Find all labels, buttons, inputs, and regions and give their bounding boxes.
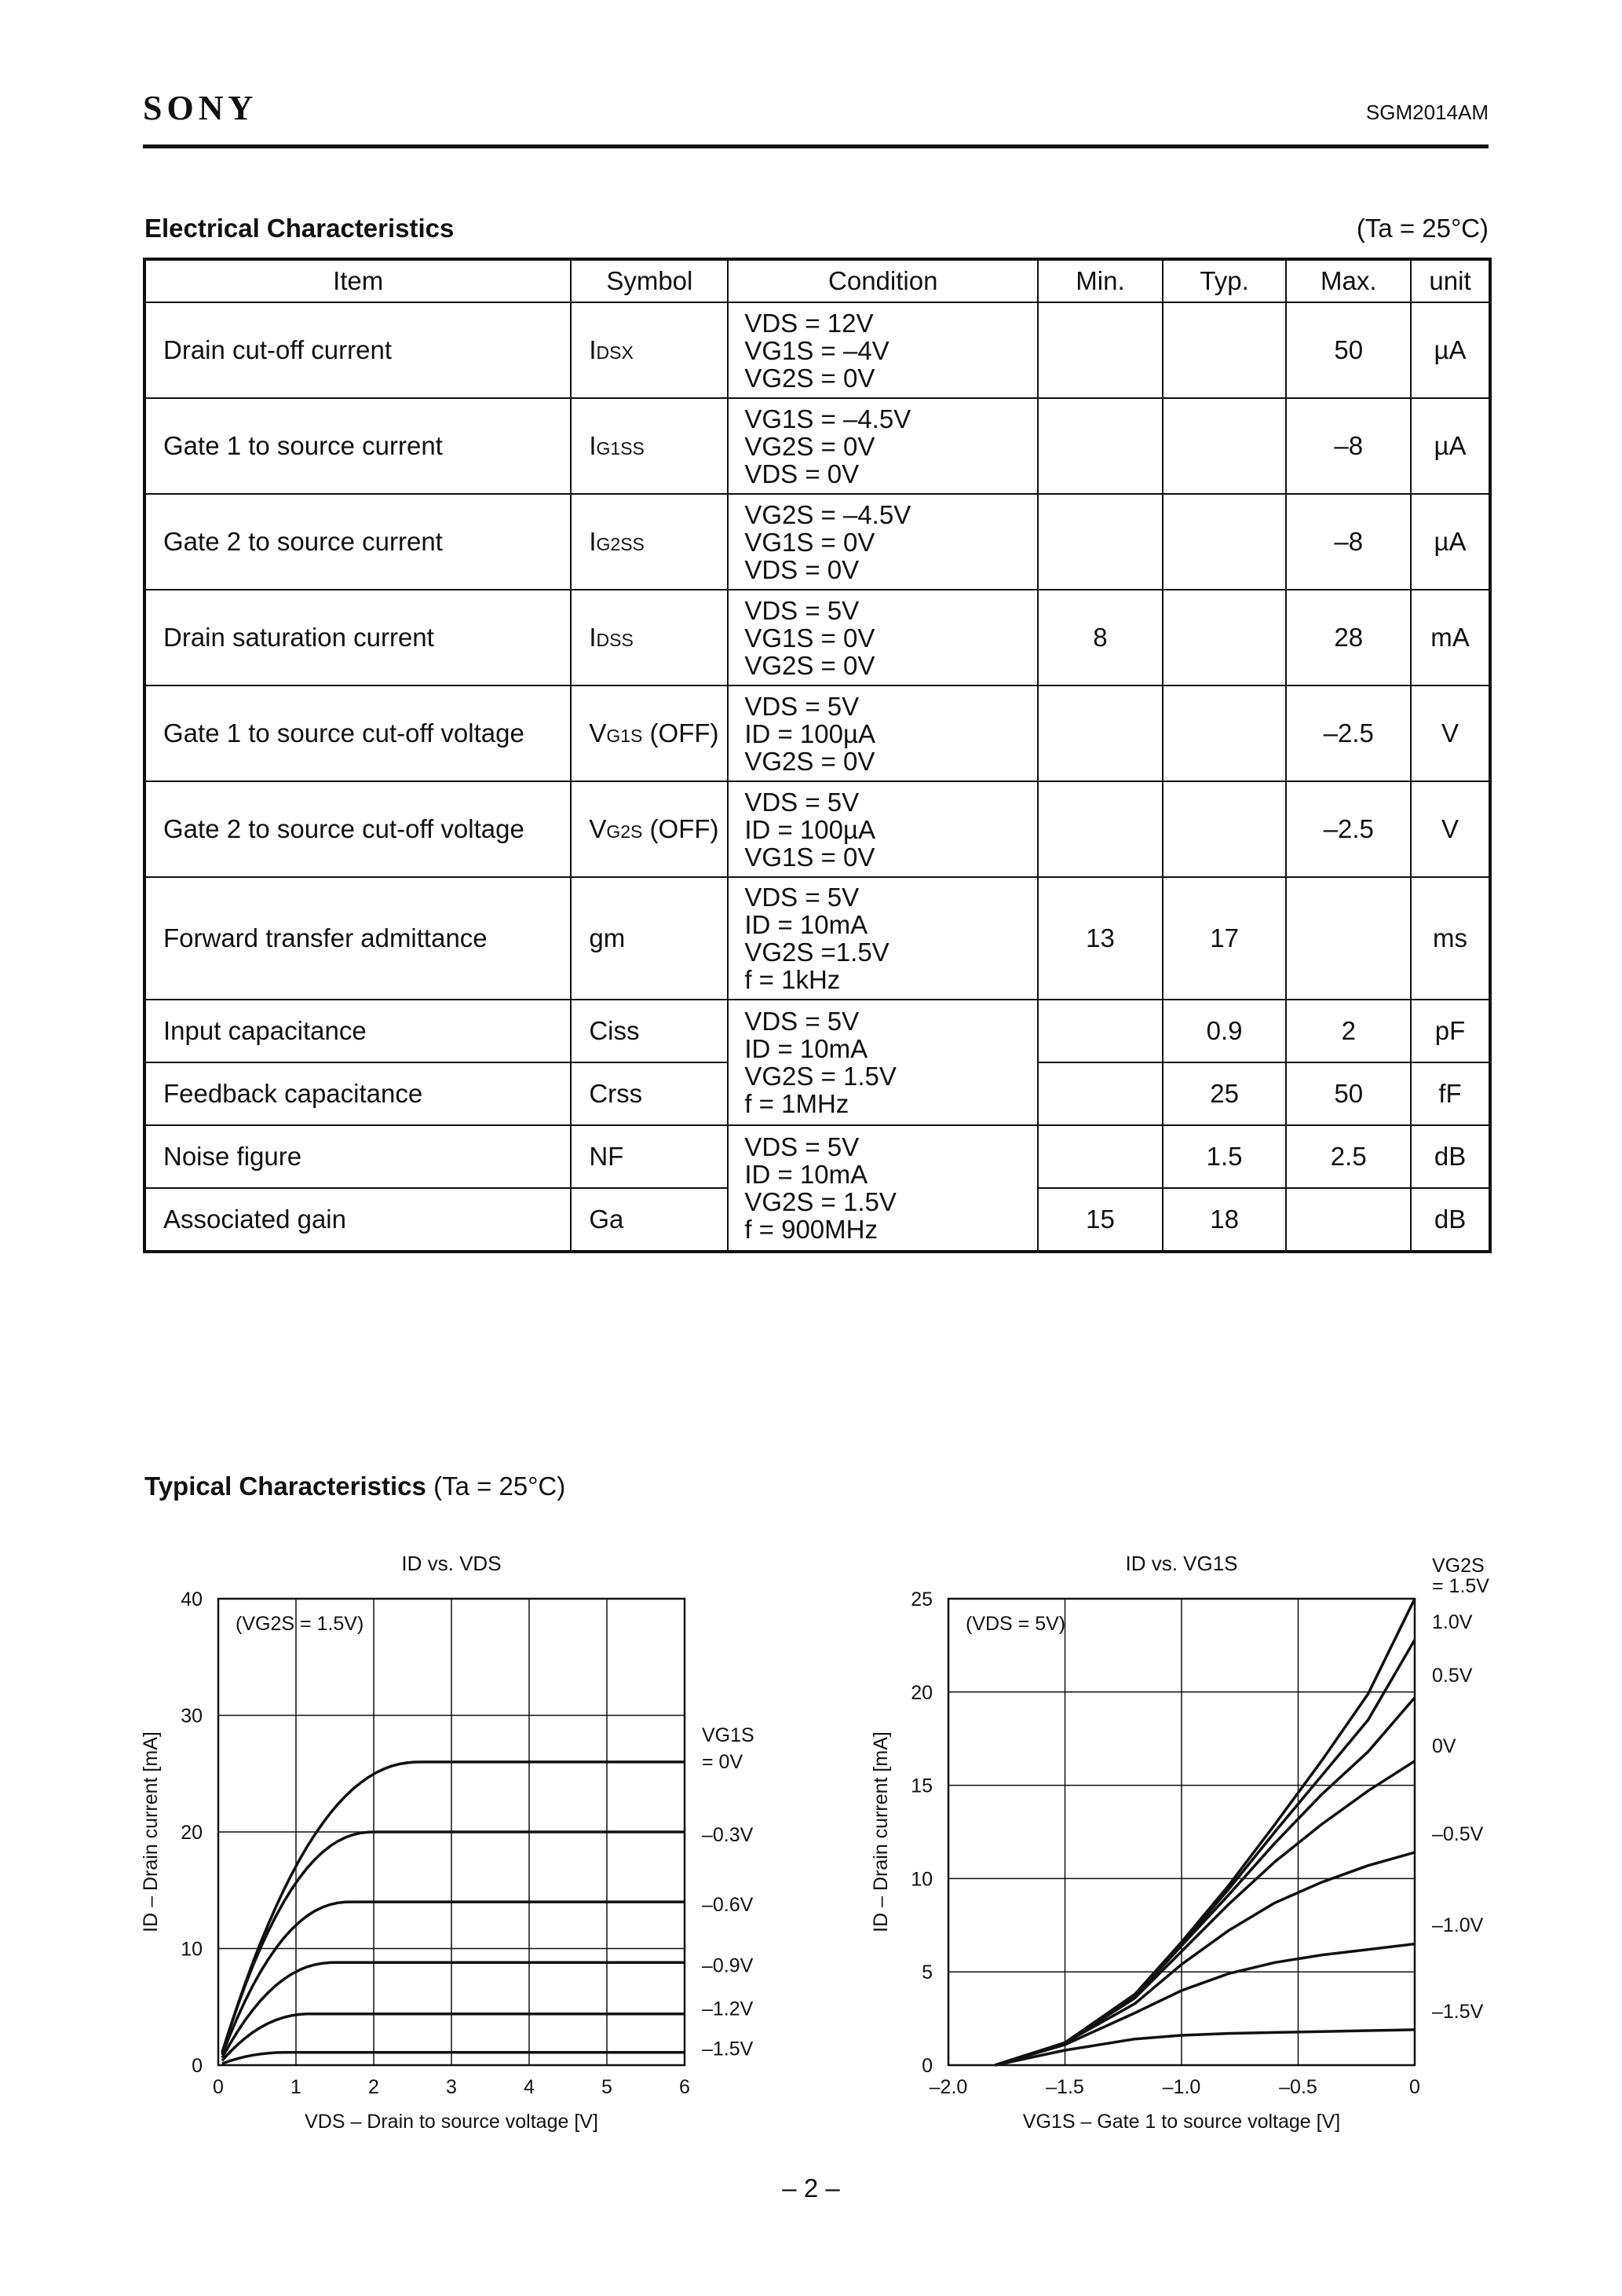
cell-min [1038, 1062, 1163, 1125]
cell-max: 2.5 [1286, 1125, 1411, 1188]
table-header-row [144, 259, 1490, 302]
header-rule [143, 144, 1489, 148]
x-axis-label: VG1S – Gate 1 to source voltage [V] [1022, 2111, 1341, 2133]
cell-condition: VDS = 5V VG1S = 0V VG2S = 0V [728, 590, 1038, 686]
y-tick-label: 20 [181, 1822, 203, 1844]
cell-min [1038, 1125, 1163, 1188]
y-axis-label: ID – Drain current [mA] [870, 1731, 892, 1932]
x-tick-label: 0 [213, 2076, 224, 2098]
x-tick-label: 1 [290, 2076, 301, 2098]
cell-min: 13 [1038, 877, 1163, 1000]
cell-symbol [571, 1000, 728, 1062]
cell-typ [1163, 398, 1287, 494]
series-line [222, 1832, 685, 2053]
cell-unit: ms [1411, 877, 1490, 1000]
symbol-main: Ciss [589, 1016, 640, 1045]
cell-unit: µA [1411, 302, 1490, 398]
table-row [144, 302, 1490, 398]
x-tick-label: –1.0 [1162, 2076, 1201, 2098]
symbol-main: NF [589, 1142, 624, 1171]
x-tick-label: 3 [446, 2076, 457, 2098]
table-row [144, 590, 1490, 686]
chart-annotation: (VDS = 5V) [966, 1613, 1066, 1635]
chart-id-vs-vds [118, 1523, 793, 2144]
cell-typ: 25 [1163, 1062, 1287, 1125]
cell-item: Drain saturation current [144, 590, 571, 686]
typical-title [144, 1472, 565, 1501]
symbol-main: Ga [589, 1205, 624, 1234]
cell-unit: dB [1411, 1188, 1490, 1252]
cell-max: 50 [1286, 302, 1411, 398]
cell-symbol [571, 590, 728, 686]
symbol-main: I [589, 335, 597, 364]
symbol-sub: G1SS [596, 438, 645, 459]
series-line [995, 1698, 1415, 2065]
cell-symbol [571, 398, 728, 494]
symbol-main: V [589, 814, 607, 843]
page-number: – 2 – [782, 2174, 840, 2203]
cell-typ [1163, 590, 1287, 686]
cell-item: Gate 1 to source current [144, 398, 571, 494]
cell-item: Input capacitance [144, 1000, 571, 1062]
cell-unit: µA [1411, 494, 1490, 590]
col-typ: Typ. [1163, 259, 1287, 302]
part-number: SGM2014AM [1365, 101, 1489, 124]
chart-annotation: (VG2S = 1.5V) [236, 1613, 364, 1635]
cell-min [1038, 1000, 1163, 1062]
cell-max: –2.5 [1286, 781, 1411, 877]
cell-condition: VDS = 5V ID = 100µA VG1S = 0V [728, 781, 1038, 877]
cell-symbol [571, 686, 728, 781]
series-label: –0.9V [702, 1954, 754, 1977]
cell-symbol [571, 1125, 728, 1188]
cell-item: Associated gain [144, 1188, 571, 1252]
y-tick-label: 15 [911, 1775, 933, 1797]
series-label: –1.0V [1432, 1914, 1484, 1936]
cell-max: 50 [1286, 1062, 1411, 1125]
cell-typ [1163, 494, 1287, 590]
legend-title: VG2S [1432, 1555, 1485, 1577]
series-line [995, 1640, 1415, 2065]
chart-title: ID vs. VG1S [1125, 1552, 1238, 1575]
electrical-title: Electrical Characteristics [144, 214, 455, 243]
col-min: Min. [1038, 259, 1163, 302]
cell-min: 15 [1038, 1188, 1163, 1252]
y-tick-label: 10 [181, 1938, 203, 1961]
cell-symbol [571, 1188, 728, 1252]
cell-typ: 1.5 [1163, 1125, 1287, 1188]
cell-condition: VDS = 5V ID = 10mA VG2S = 1.5V f = 900MHz [728, 1125, 1038, 1252]
cell-symbol [571, 781, 728, 877]
symbol-main: gm [589, 923, 626, 952]
symbol-suffix: (OFF) [642, 718, 719, 748]
cell-symbol [571, 494, 728, 590]
cell-max [1286, 1188, 1411, 1252]
y-tick-label: 20 [911, 1681, 933, 1704]
symbol-main: I [589, 527, 597, 556]
symbol-sub: G2SS [596, 534, 645, 554]
cell-min [1038, 398, 1163, 494]
y-tick-label: 0 [922, 2055, 933, 2077]
cell-typ: 0.9 [1163, 1000, 1287, 1062]
typical-title-text: Typical Characteristics [144, 1472, 426, 1501]
cell-item: Feedback capacitance [144, 1062, 571, 1125]
cell-symbol [571, 1062, 728, 1125]
symbol-sub: G2S [606, 821, 643, 842]
sony-logo: SONY [143, 89, 258, 127]
cell-item: Forward transfer admittance [144, 877, 571, 1000]
cell-max: 2 [1286, 1000, 1411, 1062]
x-tick-label: 4 [524, 2076, 535, 2098]
cell-condition: VG1S = –4.5V VG2S = 0V VDS = 0V [728, 398, 1038, 494]
series-label: –0.5V [1432, 1823, 1484, 1845]
cell-unit: V [1411, 781, 1490, 877]
cell-min [1038, 781, 1163, 877]
cell-max [1286, 877, 1411, 1000]
series-label: 0V [1432, 1735, 1456, 1757]
col-max: Max. [1286, 259, 1411, 302]
cell-item: Gate 2 to source current [144, 494, 571, 590]
typical-condition: (Ta = 25°C) [433, 1472, 566, 1501]
chart-title: ID vs. VDS [401, 1552, 502, 1575]
cell-max: –8 [1286, 494, 1411, 590]
cell-item: Noise figure [144, 1125, 571, 1188]
series-line [222, 1962, 685, 2057]
y-tick-label: 40 [181, 1589, 203, 1610]
series-label: –1.5V [702, 2038, 754, 2060]
col-unit: unit [1411, 259, 1490, 302]
symbol-sub: DSS [596, 630, 634, 650]
y-tick-label: 30 [181, 1705, 203, 1727]
series-label: –0.6V [702, 1894, 754, 1917]
cell-unit: pF [1411, 1000, 1490, 1062]
x-tick-label: 6 [679, 2076, 690, 2098]
table-row [144, 686, 1490, 781]
table-row [144, 1125, 1490, 1188]
cell-max: 28 [1286, 590, 1411, 686]
series-label: = 0V [702, 1751, 743, 1773]
series-line [995, 1599, 1415, 2065]
x-tick-label: 5 [601, 2076, 612, 2098]
electrical-table [143, 258, 1492, 1253]
cell-item: Gate 2 to source cut-off voltage [144, 781, 571, 877]
y-tick-label: 25 [911, 1589, 933, 1610]
symbol-sub: DSX [596, 342, 634, 363]
series-label: –1.2V [702, 1998, 754, 2020]
x-tick-label: –0.5 [1279, 2076, 1317, 2098]
electrical-condition: (Ta = 25°C) [1356, 214, 1489, 243]
cell-item: Gate 1 to source cut-off voltage [144, 686, 571, 781]
cell-symbol [571, 302, 728, 398]
cell-max: –2.5 [1286, 686, 1411, 781]
x-axis-label: VDS – Drain to source voltage [V] [305, 2111, 598, 2133]
cell-unit: mA [1411, 590, 1490, 686]
cell-min [1038, 686, 1163, 781]
cell-condition: VDS = 12V VG1S = –4V VG2S = 0V [728, 302, 1038, 398]
y-tick-label: 5 [922, 1961, 933, 1984]
series-label: 0.5V [1432, 1665, 1473, 1687]
cell-min: 8 [1038, 590, 1163, 686]
series-line [995, 1944, 1415, 2065]
cell-condition: VDS = 5V ID = 10mA VG2S =1.5V f = 1kHz [728, 877, 1038, 1000]
col-condition: Condition [728, 259, 1038, 302]
chart-id-vs-vg1s [856, 1523, 1515, 2144]
cell-typ [1163, 302, 1287, 398]
col-symbol: Symbol [571, 259, 728, 302]
y-tick-label: 10 [911, 1868, 933, 1891]
cell-min [1038, 302, 1163, 398]
legend-title: VG1S [702, 1724, 754, 1746]
cell-unit: fF [1411, 1062, 1490, 1125]
cell-condition: VDS = 5V ID = 10mA VG2S = 1.5V f = 1MHz [728, 1000, 1038, 1125]
y-tick-label: 0 [192, 2055, 203, 2077]
cell-unit: µA [1411, 398, 1490, 494]
series-label: –1.5V [1432, 2001, 1484, 2023]
cell-max: –8 [1286, 398, 1411, 494]
y-axis-label: ID – Drain current [mA] [140, 1731, 162, 1932]
cell-symbol [571, 877, 728, 1000]
x-tick-label: –2.0 [929, 2076, 968, 2098]
series-line [222, 1762, 685, 2053]
symbol-main: V [589, 718, 607, 748]
cell-unit: dB [1411, 1125, 1490, 1188]
cell-typ: 17 [1163, 877, 1287, 1000]
series-label: –0.3V [702, 1824, 754, 1846]
cell-typ [1163, 686, 1287, 781]
symbol-sub: G1S [606, 726, 643, 746]
symbol-main: I [589, 431, 597, 460]
table-row [144, 1000, 1490, 1062]
cell-condition: VDS = 5V ID = 100µA VG2S = 0V [728, 686, 1038, 781]
table-row [144, 398, 1490, 494]
x-tick-label: 2 [368, 2076, 379, 2098]
x-tick-label: 0 [1409, 2076, 1420, 2098]
cell-item: Drain cut-off current [144, 302, 571, 398]
table-row [144, 781, 1490, 877]
table-row [144, 494, 1490, 590]
symbol-main: Crss [589, 1079, 643, 1108]
table-row [144, 877, 1490, 1000]
symbol-main: I [589, 623, 597, 652]
series-label: = 1.5V [1432, 1575, 1489, 1597]
series-label: 1.0V [1432, 1611, 1473, 1633]
cell-min [1038, 494, 1163, 590]
col-item: Item [144, 259, 571, 302]
cell-typ [1163, 781, 1287, 877]
x-tick-label: –1.5 [1046, 2076, 1084, 2098]
series-line [222, 2053, 685, 2064]
symbol-suffix: (OFF) [642, 814, 719, 843]
cell-condition: VG2S = –4.5V VG1S = 0V VDS = 0V [728, 494, 1038, 590]
cell-typ: 18 [1163, 1188, 1287, 1252]
cell-unit: V [1411, 686, 1490, 781]
series-line [222, 1902, 685, 2055]
